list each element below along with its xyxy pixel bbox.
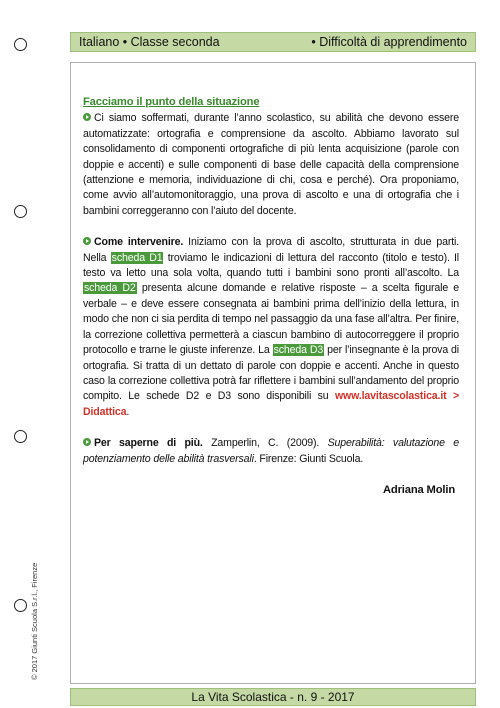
- article-body: [83, 95, 459, 498]
- header-subject: Italiano • Classe seconda: [79, 35, 220, 49]
- highlight-scheda-d1: scheda D1: [111, 251, 163, 264]
- paragraph-per-saperne: Per saperne di più. Zamperlin, C. (2009). Superabilità: valutazione e potenziamento delle abilità trasversali. Firenze: Giunti Scuola.: [83, 437, 460, 465]
- book-title: Superabilità: valutazione e potenziamento delle abilità trasversali: [83, 437, 460, 465]
- punch-hole-2: [14, 205, 27, 218]
- website-link[interactable]: www.lavitascolastica.it > Didattica: [83, 390, 459, 418]
- highlight-scheda-d2: scheda D2: [84, 282, 136, 295]
- section-title: Facciamo il punto della situazione: [83, 96, 260, 108]
- bullet-arrow-icon: [83, 438, 91, 446]
- author-name: Adriana Molin: [382, 483, 455, 496]
- lead-per-saperne: Per saperne di più.: [94, 437, 203, 450]
- page-header: [70, 32, 476, 52]
- bullet-arrow-icon: [83, 113, 91, 121]
- header-topic: • Difficoltà di apprendimento: [311, 35, 467, 49]
- bullet-arrow-icon: [83, 237, 91, 245]
- page-footer: La Vita Scolastica - n. 9 - 2017: [70, 688, 476, 706]
- copyright-note: © 2017 Giunti Scuola S.r.l., Firenze: [30, 562, 39, 680]
- highlight-scheda-d3: scheda D3: [273, 344, 324, 357]
- lead-come-intervenire: Come intervenire.: [94, 236, 184, 249]
- paragraph-come-intervenire: Come intervenire. Iniziamo con la prova di ascolto, strutturata in due parti. Nella scheda D1 troviamo le indicazioni di lettura del racconto (titolo e testo). Il testo va letto una sola volta, quando tutti i bambini sono pronti all’ascolto. La scheda D2 presenta alcune domande e relative risposte – a scelta figurale e verbale – e deve essere consegnata ai bambini prima dell’inizio della lettura, in modo che non ci sia perdita di tempo nel passaggio da una fase all’altra. Per finire, la correzione collettiva permetterà a ciascun bambino di autocorreggere il proprio protocollo e trarne le giuste inferenze. La scheda D3 per l’insegnante è la prova di ortografia. Si tratta di un dettato di parole con doppie e accenti. Anche in questo caso la correzione collettiva potrà far riflettere i bambini sull’andamento del proprio compito. Le schede D2 e D3 sono disponibili su www.lavitascolastica.it > Didattica.: [83, 236, 460, 418]
- paragraph-intro: Ci siamo soffermati, durante l’anno scolastico, su abilità che devono essere automatizzate: ortografia e comprensione da ascolto. Abbiamo lavorato sul consolidamento di componenti ortografiche di più lenta acquisizione (parole con doppie e accenti) e sulle componenti di base delle capacità della comprensione (attenzione e memoria, individuazione di chi, cosa e perché). Ora proponiamo, come avvio all’automonitoraggio, una prova di ascolto e una di ortografia che i bambini correggeranno con l’aiuto del docente.: [83, 112, 459, 217]
- punch-hole-4: [14, 599, 27, 612]
- punch-hole-1: [14, 38, 27, 51]
- punch-hole-3: [14, 430, 27, 443]
